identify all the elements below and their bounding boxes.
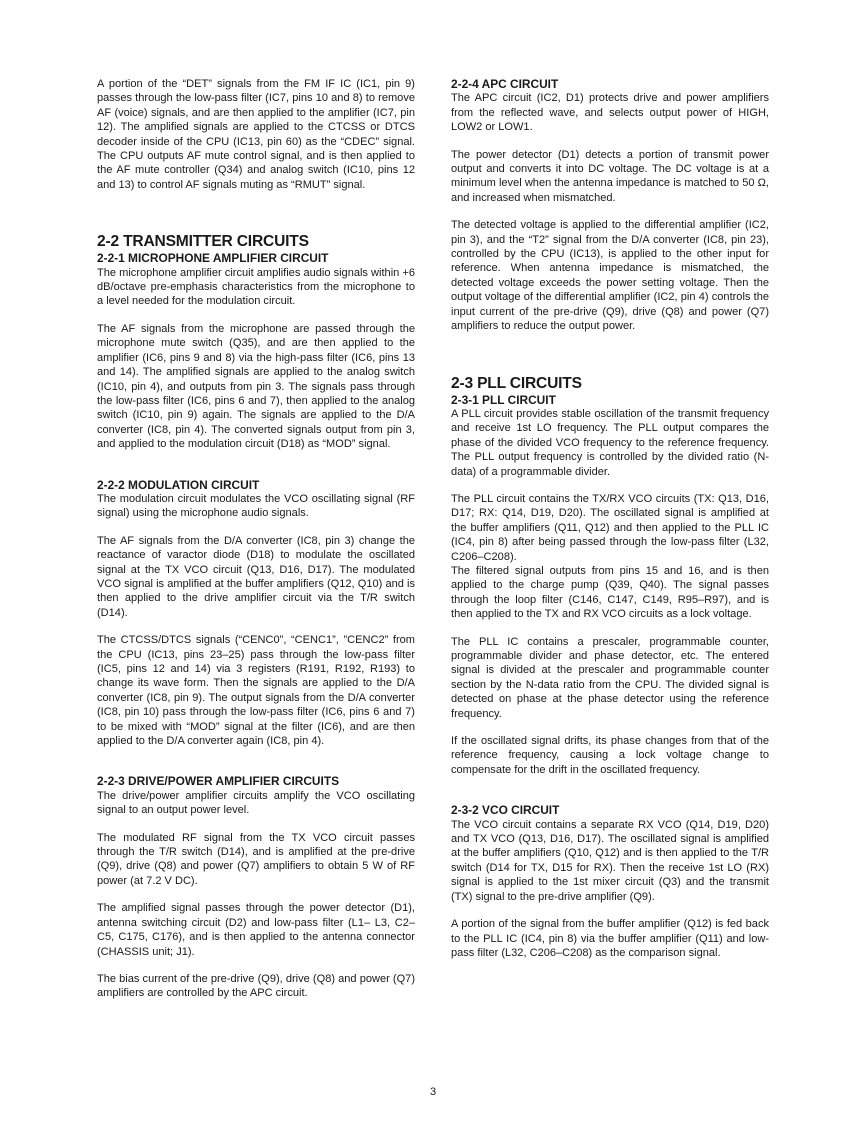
intro-paragraph: A portion of the “DET” signals from the FM IF IC (IC1, pin 9) passes through the low-pass filter (IC7, pins 10 and 8) to remove AF (voice) signals, and are then applied to the amplifier (IC7, pin 12). The amplified signals are applied to the CTCSS or DTCS decoder inside of the CPU (IC13, pin 60) as the “CDEC” signal. The CPU outputs AF mute control signal, and is then applied to the AF mute controller (Q34) and analog switch (IC10, pins 12 and 13) to control AF signals muting as “RMUT” signal.	[97, 78, 415, 191]
modulation-paragraph-1: The modulation circuit modulates the VCO oscillating signal (RF signal) using the microphone audio signals.	[97, 492, 415, 520]
subsection-title-apc: 2-2-4 APC CIRCUIT	[451, 77, 559, 91]
section-title-transmitter: 2-2 TRANSMITTER CIRCUITS	[97, 233, 309, 251]
drive-power-paragraph-4: The bias current of the pre-drive (Q9), drive (Q8) and power (Q7) amplifiers are controlled by the APC circuit.	[97, 972, 415, 1000]
mic-amp-paragraph-1: The microphone amplifier circuit amplifies audio signals within +6 dB/octave pre-emphasis characteristics from the microphone to a level needed for the modulation circuit.	[97, 266, 415, 308]
page-number: 3	[429, 1086, 437, 1098]
subsection-title-pll: 2-3-1 PLL CIRCUIT	[451, 392, 556, 407]
mic-amp-paragraph-2: The AF signals from the microphone are passed through the microphone mute switch (Q35), and are then applied to the amplifier (IC6, pins 9 and 8) via the high-pass filter (IC6, pins 13 and 14). The amplified signals are applied to the analog switch (IC10, pin 4), and outputs from pin 3. The signals pass through the low-pass filter (IC6, pins 6 and 7), then applied to the analog switch (IC10, pin 9) again. The signals are applied to the D/A converter (IC8, pin 4). The converted signals output from pin 3, and applied to the modulation circuit (D18) as “MOD” signal.	[97, 322, 415, 451]
apc-paragraph-1: The APC circuit (IC2, D1) protects drive and power amplifiers from the reflected wave, and selects output power of HIGH, LOW2 or LOW1.	[451, 92, 769, 134]
apc-paragraph-3: The detected voltage is applied to the differential amplifier (IC2, pin 3), and the “T2” signal from the D/A converter (IC8, pin 23), controlled by the CPU (IC13), is applied to the other input for reference. When antenna impedance is mismatched, the detected voltage exceeds the power setting voltage. Then the output voltage of the differential amplifier (IC2, pin 4) controls the input current of the pre-drive (Q9), drive (Q8) and power (Q7) amplifiers to reduce the output power.	[451, 219, 769, 333]
drive-power-paragraph-1: The drive/power amplifier circuits amplify the VCO oscillating signal to an output power level.	[97, 789, 415, 817]
right-column	[451, 77, 769, 960]
modulation-paragraph-3: The CTCSS/DTCS signals (“CENC0”, “CENC1”, ”CENC2” from the CPU (IC13, pins 23–25) pass through the low-pass filter (IC5, pins 12 and 14) via 3 registers (R191, R192, R193) to change its wave form. Then the signals are applied to the D/A converter (IC8, pin 9). The output signals from the D/A converter (IC8, pin 10) pass through the low-pass filter (IC6, pins 6 and 7) to be mixed with “MOD” signal at the filter (IC6), and are then applied to the D/A converter again (IC8, pin 4).	[97, 634, 415, 748]
subsection-title-mic-amp: 2-2-1 MICROPHONE AMPLIFIER CIRCUIT	[97, 251, 329, 266]
vco-paragraph-1: The VCO circuit contains a separate RX VCO (Q14, D19, D20) and TX VCO (Q13, D16, D17). The oscillated signal is amplified at the buffer amplifiers (Q10, Q12) and is then applied to the T/R switch (D14 for TX, D15 for RX). Then the receive 1st LO (RX) signal is applied to the 1st mixer circuit (Q3) and the transmit (TX) signal to the pre-drive amplifier (Q9).	[451, 818, 769, 903]
apc-paragraph-2: The power detector (D1) detects a portion of transmit power output and converts it into DC voltage. The DC voltage is at a minimum level when the antenna impedance is matched to 50 Ω, and increased when mismatched.	[451, 148, 769, 204]
pll-paragraph-1: A PLL circuit provides stable oscillation of the transmit frequency and receive 1st LO frequency. The PLL output compares the phase of the divided VCO frequency to the reference frequency. The PLL output frequency is controlled by the divided ratio (N-data) of a programmable divider.	[451, 407, 769, 478]
drive-power-paragraph-3: The amplified signal passes through the power detector (D1), antenna switching circuit (D2) and low-pass filter (L1– L3, C2–C5, C175, C176), and is then applied to the antenna connector (CHASSIS unit; J1).	[97, 902, 415, 958]
pll-paragraph-4: The PLL IC contains a prescaler, programmable counter, programmable divider and phase detector, etc. The entered signal is divided at the prescaler and programmable counter section by the N-data ratio from the CPU. The divided signal is detected on phase at the phase detector using the reference frequency.	[451, 635, 769, 720]
left-column	[97, 77, 415, 1001]
section-title-pll: 2-3 PLL CIRCUITS	[451, 374, 582, 392]
drive-power-paragraph-2: The modulated RF signal from the TX VCO circuit passes through the T/R switch (D14), and is amplified at the pre-drive (Q9), drive (Q8) and power (Q7) amplifiers to obtain 5 W of RF power (at 7.2 V DC).	[97, 831, 415, 887]
subsection-title-modulation: 2-2-2 MODULATION CIRCUIT	[97, 477, 260, 492]
pll-paragraph-2: The PLL circuit contains the TX/RX VCO circuits (TX: Q13, D16, D17; RX: Q14, D19, D20). The oscillated signal is amplified at the buffer amplifiers (Q11, Q12) and then applied to the PLL IC (IC4, pin 8) after being passed through the low-pass filter (L32, C206–C208).	[451, 492, 769, 563]
subsection-title-drive-power: 2-2-3 DRIVE/POWER AMPLIFIER CIRCUITS	[97, 774, 340, 789]
subsection-title-vco: 2-3-2 VCO CIRCUIT	[451, 803, 560, 818]
pll-paragraph-5: If the oscillated signal drifts, its phase changes from that of the reference frequency, causing a lock voltage change to compensate for the drift in the oscillated frequency.	[451, 735, 769, 776]
vco-paragraph-2: A portion of the signal from the buffer amplifier (Q12) is fed back to the PLL IC (IC4, pin 8) via the buffer amplifier (Q11) and low-pass filter (L32, C206–C208) as the comparison signal.	[451, 918, 769, 959]
modulation-paragraph-2: The AF signals from the D/A converter (IC8, pin 3) change the reactance of varactor diode (D18) to modulate the oscillated signal at the TX VCO circuit (Q13, D16, D17). The modulated VCO signal is amplified at the buffer amplifiers (Q12, Q10) and is then applied to the drive amplifier circuit via the T/R switch (D14).	[97, 534, 415, 619]
pll-paragraph-3: The filtered signal outputs from pins 15 and 16, and is then applied to the charge pump (Q39, Q40). The signal passes through the loop filter (C146, C147, C149, R95–R97), and is then applied to the TX and RX VCO circuits as a lock voltage.	[451, 564, 769, 621]
